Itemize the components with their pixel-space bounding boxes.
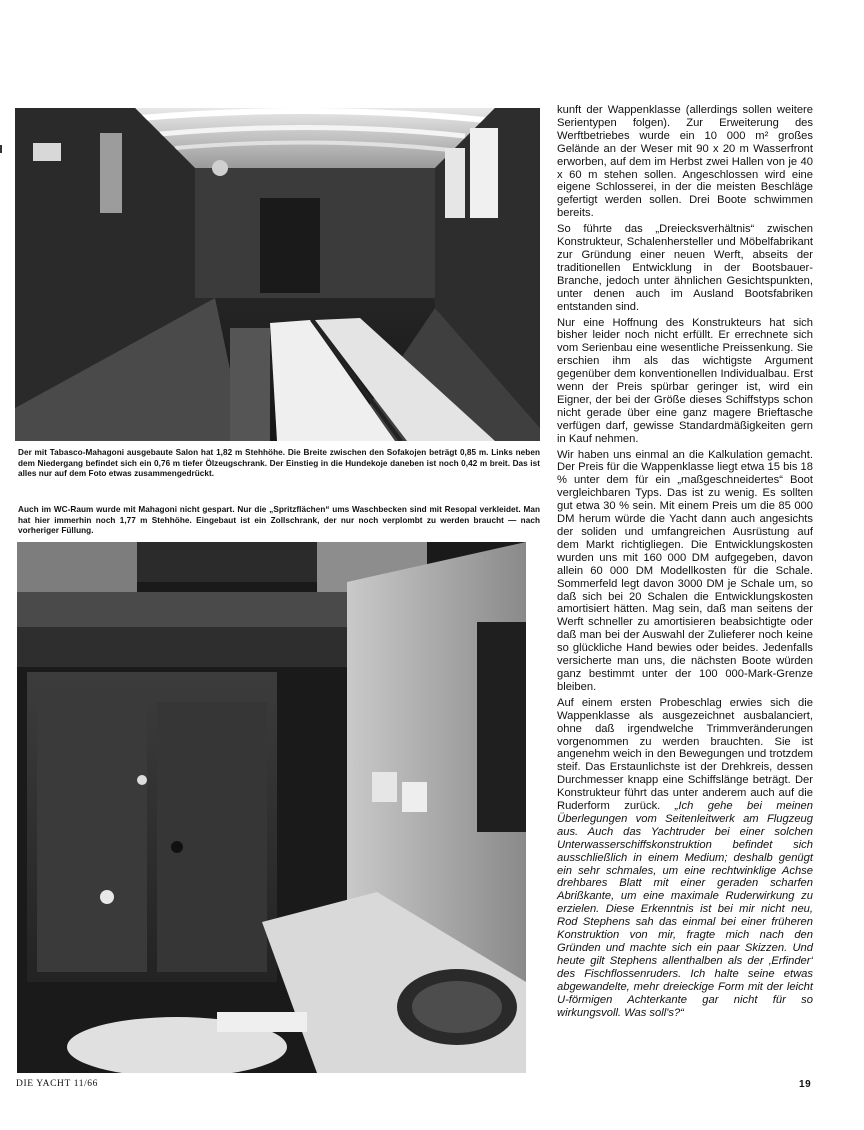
article-column — [557, 104, 813, 1022]
article-quote: „Ich gehe bei meinen Überlegungen vom Seitenleitwerk am Flugzeug aus. Auch das Yachtruder bei einer solchen Unterwasserschiffskonstruktion befindet sich ausschließlich in einem Medium; deshalb genügt ein sehr schmales, um eine rechtwinklige Achse drehbares Blatt mit einer geraden scharfen Abrißkante, um eine maximale Ruderwirkung zu erzielen. Diese Erkenntnis ist bei mir nicht neu, Rod Stephens sah das einmal bei einer früheren Konstruktion von mir, fragte mich nach den Gründen und machte sich ein paar Skizzen. Und heute gilt Stephens allenthalben als der ‚Erfinder‘ des Fischflossenruders. Ich halte seine etwas abgewandelte, mehr dreieckige Form mit der leicht U-förmigen Achterkante gar nicht für so wirkungsvoll. Was soll's?“ — [557, 800, 814, 1019]
salon-photo — [15, 108, 540, 441]
page-number: 19 — [799, 1079, 812, 1090]
article-paragraph — [557, 697, 813, 1020]
magazine-source: DIE YACHT 11/66 — [16, 1079, 99, 1089]
wc-photo — [17, 542, 526, 1073]
article-paragraph: kunft der Wappenklasse (allerdings sollen weitere Serientypen folgen). Zur Erweiterung des Werftbetriebes wurde ein 10 000 m² großes Gelände an der Weser mit 90 x 20 m Wasserfront erworben, auf dem im Herbst zwei Hallen von je 40 x 60 m stehen sollen. Angeschlossen wird eine eigene Schlosserei, in der die meisten Beschläge gefertigt werden sollen. Drei Boote schwimmen bereits. — [557, 104, 813, 220]
article-paragraph: So führte das „Dreiecksverhältnis“ zwischen Konstrukteur, Schalenhersteller und Möbelfabrikant zur Gründung einer neuen Werft, abseits der traditionellen Entwicklung in der Bootsbauer-Branche, jedoch unter ähnlichen Gesichtspunkten, unter denen auch im Ausland Bootsfabriken entstanden sind. — [557, 223, 813, 313]
article-paragraph: Nur eine Hoffnung des Konstrukteurs hat sich bisher leider noch nicht erfüllt. Er errechnete sich vom Serienbau eine wesentliche Preissenkung. Sie erschien ihm als das wichtigste Argument gegenüber dem konventionellen Individualbau. Erst wenn der Preis spürbar geringer ist, wird ein Eigner, der bei der Größe dieses Schiffstyps schon nicht gerade über eine ganz magere Brieftasche verfügen darf, gewisse Standardmäßigkeiten gern in Kauf nehmen. — [557, 316, 813, 445]
article-paragraph: Wir haben uns einmal an die Kalkulation gemacht. Der Preis für die Wappenklasse liegt etwa 15 bis 18 % unter dem für ein „maßgeschneidertes“ Boot vergleichbaren Typs. Das ist zu wenig. Es sollten gut etwa 30 % sein. Mit einem Preis um die 85 000 DM herum würde die Yacht dann auch angesichts der soliden und umfangreichen Ausrüstung auf dem Markt richtigliegen. Die Entwicklungskosten wurden uns mit 160 000 DM aufgegeben, davon allein 60 000 DM Modellkosten für die Schale. Sommerfeld legt davon 3000 DM je Schale um, so daß sich bei 20 Schalen die Entwicklungskosten amortisiert hätten. Mag sein, daß man seitens der Werft schneller zu amortisieren beabsichtigte oder daß man bei der Auswahl der Zulieferer noch keine so glückliche Hand bewies oder beides. Jedenfalls versicherte man uns, die nächsten Boote würden ganz bestimmt unter der 100 000-Mark-Grenze bleiben. — [557, 448, 813, 693]
wc-caption: Auch im WC-Raum wurde mit Mahagoni nicht gespart. Nur die „Spritzflächen“ ums Waschbecken sind mit Resopal verkleidet. Man hat hier immerhin noch 1,77 m Stehhöhe. Eingebaut ist ein Zollschrank, der nur noch verplombt zu werden braucht — nach vorheriger Füllung. — [18, 505, 540, 536]
article-paragraph-text: Auf einem ersten Probeschlag erwies sich die Wappenklasse als ausgezeichnet ausbalanciert, ohne daß irgendwelche Trimmveränderungen vorgenommen zu werden brauchten. Sie ist angenehm weich in den Bewegungen und trotzdem steif. Das Erstaunlichste ist der Drehkreis, dessen Durchmesser knapp eine Schiffslänge beträgt. Der Konstrukteur führt das unter anderem auch auf die Ruderform zurück. — [557, 696, 813, 813]
margin-mark — [0, 145, 2, 153]
salon-caption: Der mit Tabasco-Mahagoni ausgebaute Salon hat 1,82 m Stehhöhe. Die Breite zwischen den Sofakojen beträgt 0,85 m. Links neben dem Niedergang befindet sich ein 0,76 m tiefer Ölzeugschrank. Der Einstieg in die Hundekoje daneben ist noch 0,42 m breit. Das ist alles nur auf dem Foto etwas zusammengedrückt. — [18, 448, 540, 479]
